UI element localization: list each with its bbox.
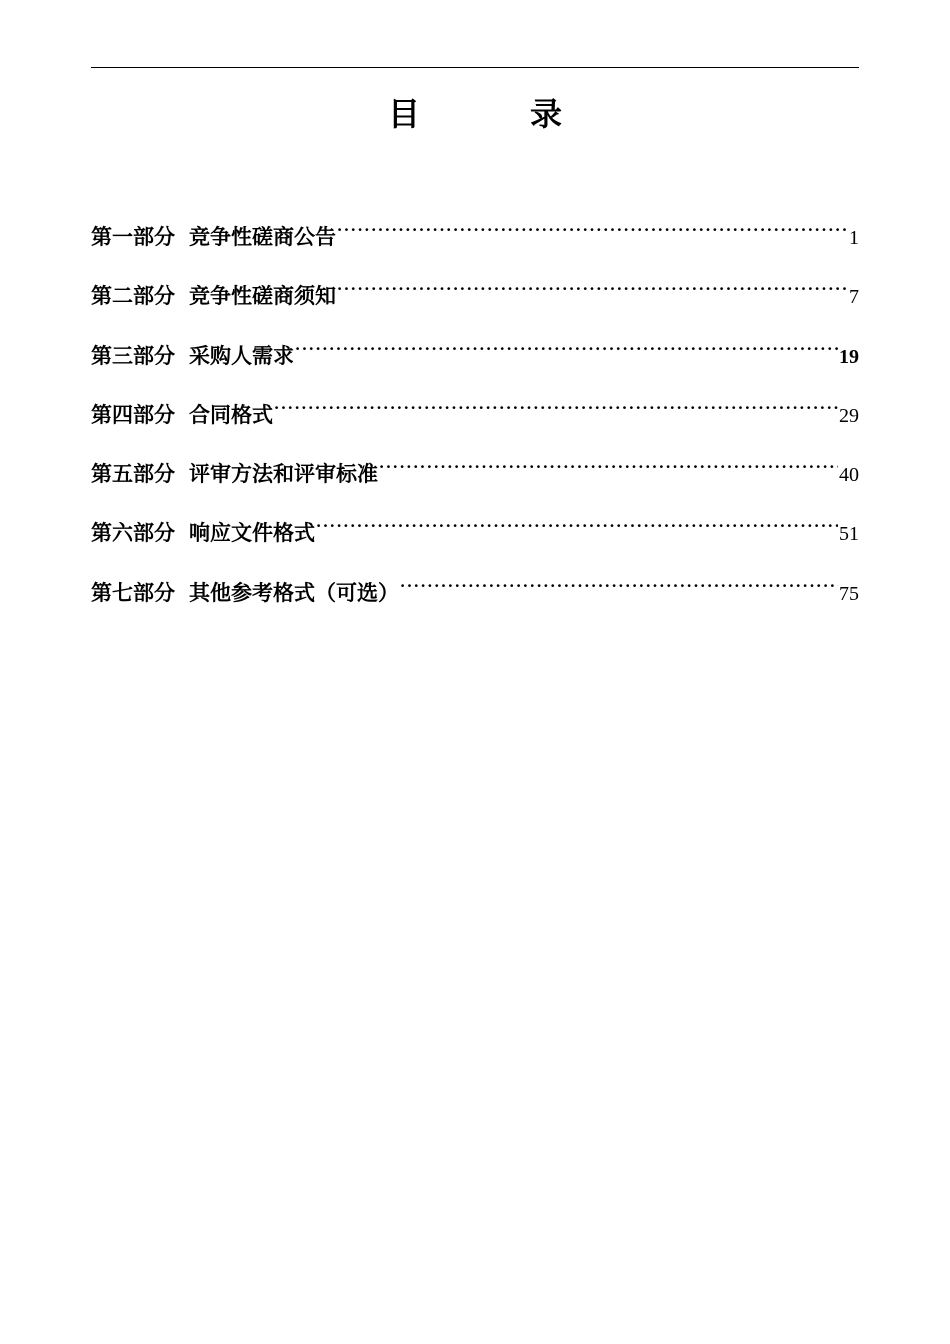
toc-entry[interactable]: [91, 496, 859, 555]
toc-part-label: 第六部分: [91, 520, 175, 546]
toc-entry[interactable]: [91, 259, 859, 318]
toc-entry[interactable]: [91, 437, 859, 496]
toc-page-number: 51: [839, 523, 859, 546]
toc-section-name: 评审方法和评审标准: [189, 461, 378, 487]
dot-leader: [337, 259, 848, 303]
toc-part-label: 第三部分: [91, 342, 175, 368]
toc-part-label: 第二部分: [91, 283, 175, 309]
toc-entry[interactable]: [91, 378, 859, 437]
dot-leader: [316, 496, 838, 540]
toc-entry[interactable]: [91, 200, 859, 259]
toc-part-label: 第一部分: [91, 224, 175, 249]
toc-part-label: 第四部分: [91, 401, 175, 427]
title-char-2: 录: [530, 95, 563, 133]
dot-leader: [274, 378, 838, 422]
toc-section-name: 响应文件格式: [189, 520, 315, 546]
toc-section-name: 竞争性磋商须知: [189, 283, 336, 309]
toc-page-number: 1: [849, 227, 859, 249]
toc-entry[interactable]: [91, 556, 859, 615]
page-title: [0, 90, 950, 138]
dot-leader: [337, 200, 848, 244]
toc-section-name: 竞争性磋商公告: [189, 224, 336, 249]
dot-leader: [400, 556, 838, 600]
toc-page-number: 75: [839, 582, 859, 605]
header-rule: [91, 67, 859, 68]
toc-part-label: 第五部分: [91, 461, 175, 487]
toc-section-name: 采购人需求: [189, 342, 294, 368]
toc-page-number: 29: [839, 404, 859, 427]
toc-part-label: 第七部分: [91, 579, 175, 605]
toc-page-number: 40: [839, 464, 859, 487]
toc-page-number: 19: [839, 345, 859, 368]
title-char-1: 目: [387, 95, 420, 133]
toc-page-number: 7: [849, 286, 859, 309]
dot-leader: [295, 319, 838, 363]
toc-section-name: 合同格式: [189, 401, 273, 427]
toc-entry[interactable]: [91, 319, 859, 378]
table-of-contents: [91, 200, 859, 615]
dot-leader: [379, 437, 838, 481]
toc-section-name: 其他参考格式（可选）: [189, 579, 399, 605]
